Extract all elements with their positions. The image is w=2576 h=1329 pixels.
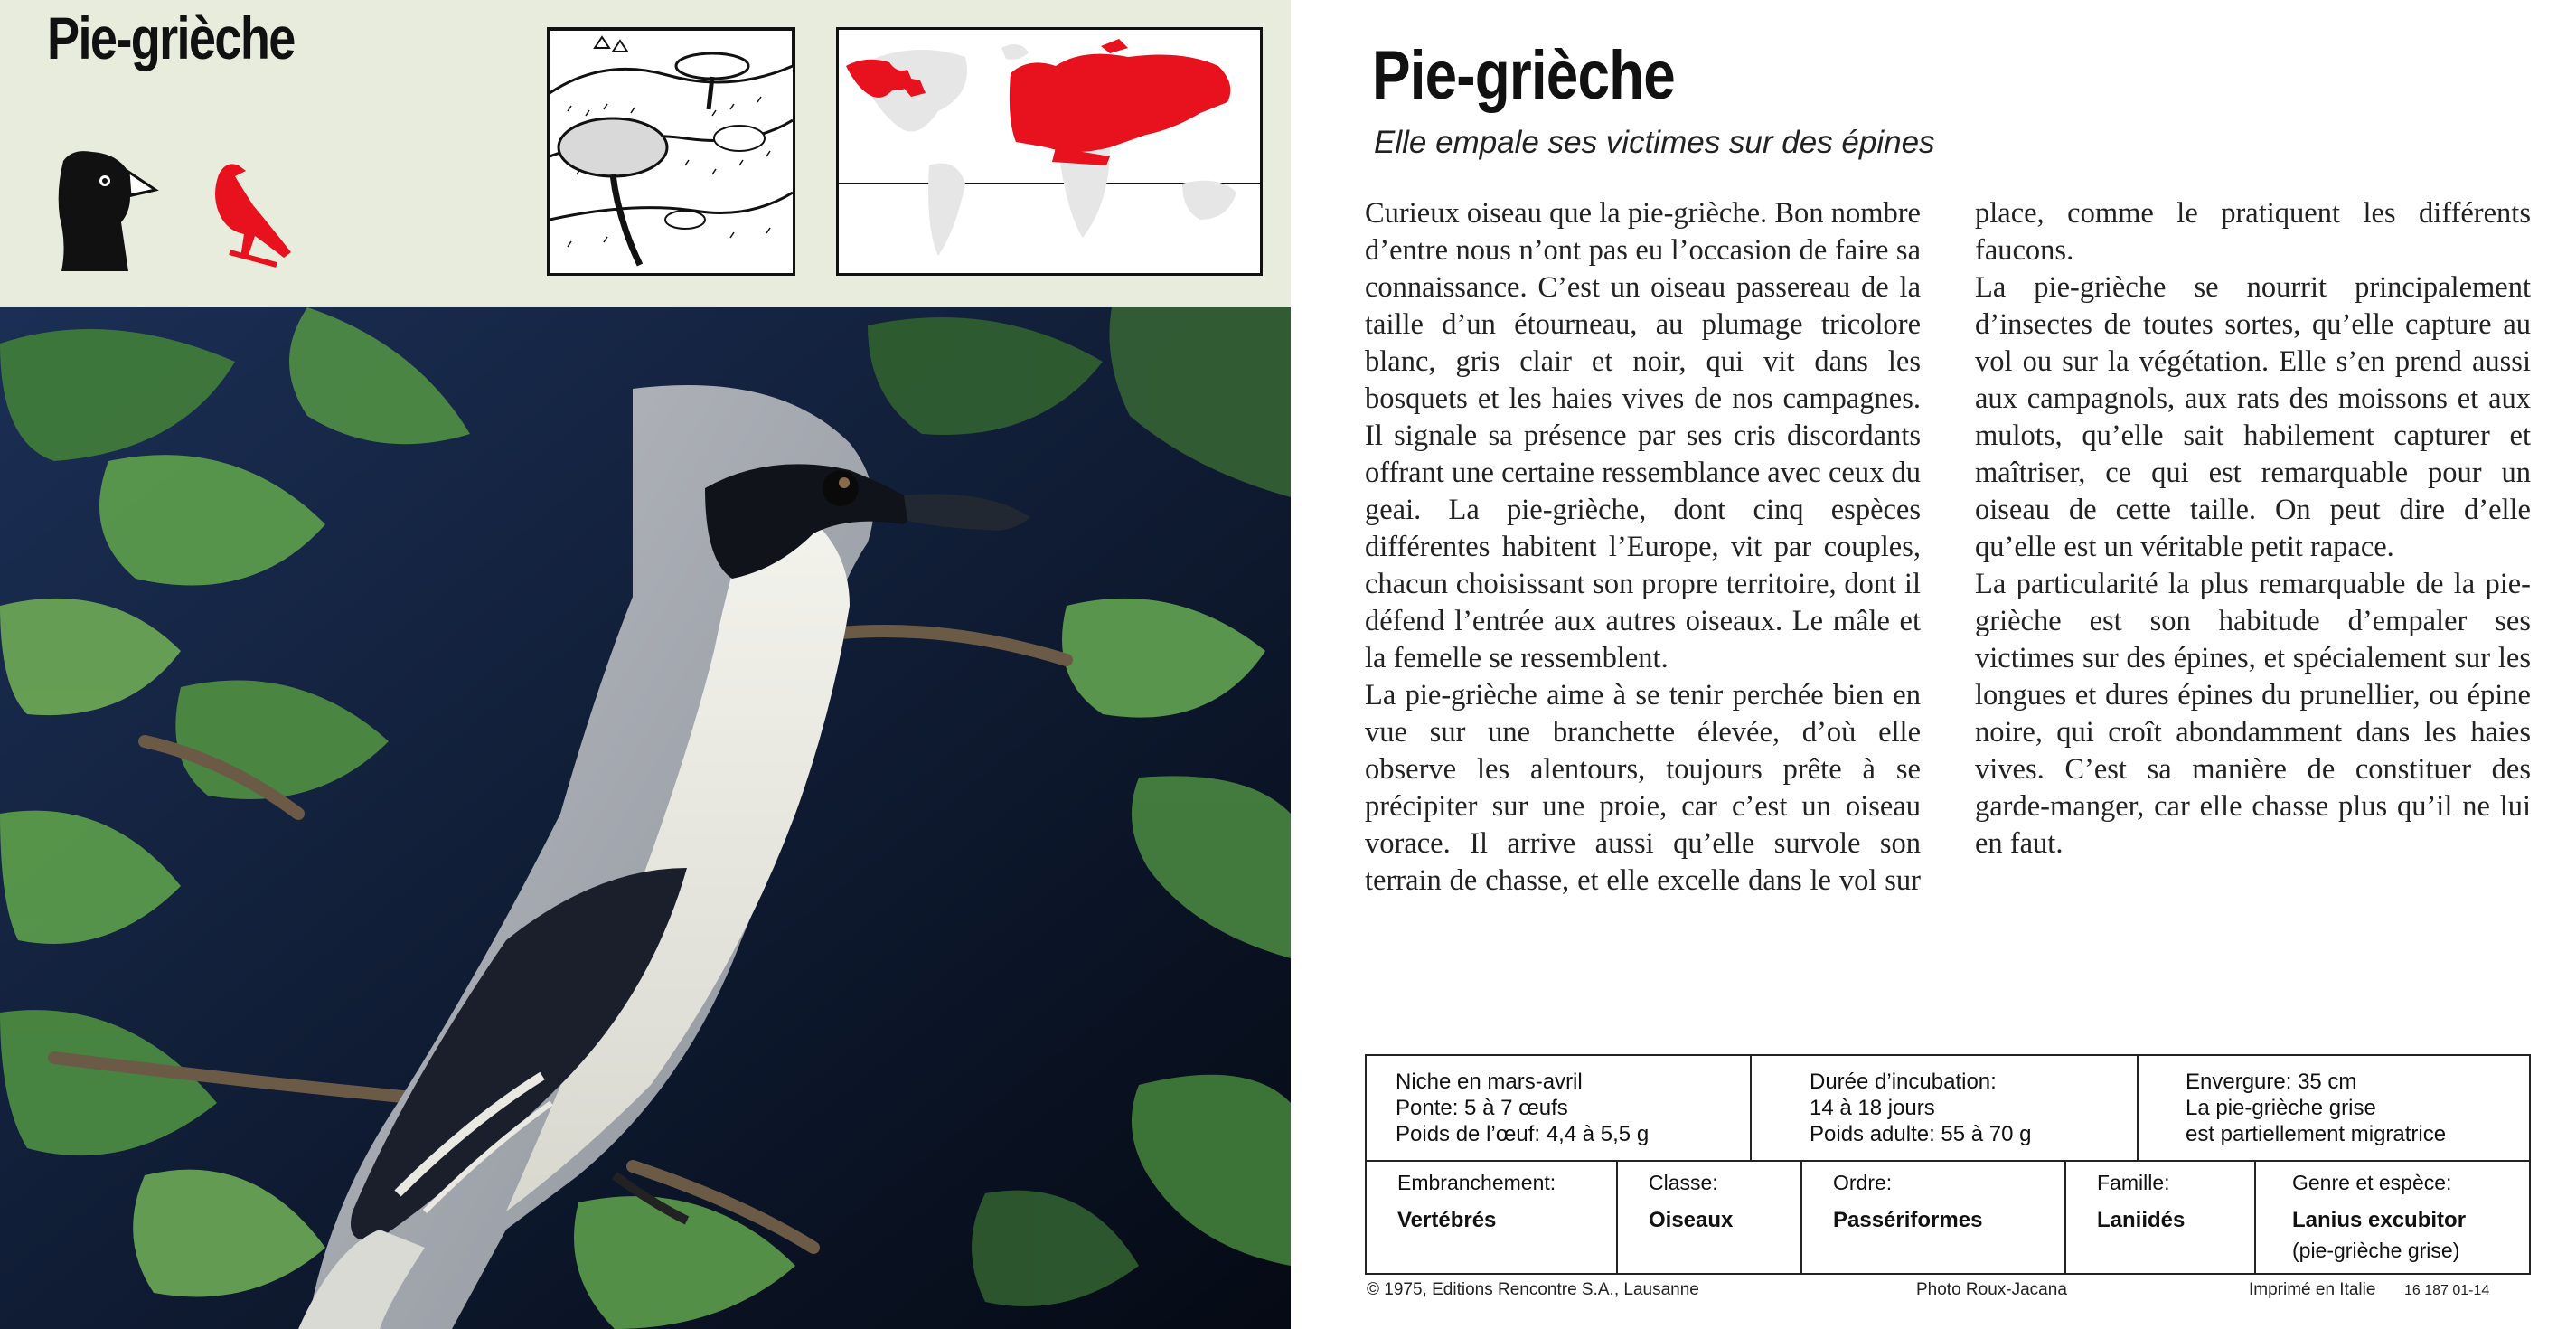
article-paragraph: La pie-grièche se nourrit principalement d’insectes de toutes sortes, qu’elle capture au vol ou sur la végétation. Elle s’en prend aussi aux campagnols, aux rats des moissons et aux mulots, qu’elle sait habilement capturer et maîtriser, ce qui est remarquable pour un oiseau de cette taille. On peut dire d’elle qu’elle est un véritable petit rapace.	[1975, 271, 2531, 563]
fact-line: est partiellement migratrice	[2186, 1122, 2447, 1146]
article-title: Pie-grièche	[1372, 37, 1675, 114]
article-subtitle: Elle empale ses victimes sur des épines	[1374, 125, 1935, 160]
photo-credit: Photo Roux-Jacana	[1916, 1280, 2067, 1299]
classification-value: Laniidés	[2097, 1208, 2186, 1232]
classification-label: Ordre:	[1833, 1171, 1893, 1194]
classification-value: Vertébrés	[1397, 1208, 1497, 1232]
fact-line: Envergure: 35 cm	[2186, 1070, 2357, 1094]
classification-ordre	[1800, 1160, 2064, 1273]
classification-famille	[2064, 1160, 2254, 1273]
classification-label: Genre et espèce:	[2292, 1171, 2452, 1194]
classification-label: Classe:	[1649, 1171, 1718, 1194]
distribution-map	[836, 27, 1263, 276]
nesting-facts-cell	[1367, 1056, 1750, 1160]
fact-line: La pie-grièche grise	[2186, 1096, 2376, 1120]
habitat-illustration	[547, 27, 795, 276]
classification-genre-espece	[2254, 1160, 2529, 1273]
fact-line: 14 à 18 jours	[1810, 1096, 1935, 1120]
facts-table	[1365, 1054, 2531, 1275]
classification-embranchement	[1367, 1160, 1616, 1273]
printed-in: Imprimé en Italie	[2249, 1280, 2376, 1299]
incubation-facts-cell	[1750, 1056, 2137, 1160]
classification-label: Famille:	[2097, 1171, 2170, 1194]
left-card-title: Pie-grièche	[47, 5, 295, 71]
article-paragraph: La pie-grièche aime à se tenir perchée bien en vue sur une branchette élevée, d’où elle observe les alentours, toujours prête à se précipiter sur une proie, car c’est un oiseau vorace. Il arrive aussi qu’elle survole son terrain de chasse, et elle excelle dans le vol sur place, comme le pratiquent les différents faucons.	[1365, 197, 2531, 897]
article-body	[1365, 195, 2531, 1018]
fact-line: Poids adulte: 55 à 70 g	[1810, 1122, 2032, 1146]
classification-value: Passériformes	[1833, 1208, 1983, 1232]
article-paragraph: La particularité la plus remarquable de la pie-grièche est son habitude d’empaler ses victimes sur des épines, et spécialement sur les longues et dures épines du prunellier, ou épine noire, qui croît abondamment dans les haies vives. C’est sa manière de constituer des garde-manger, car elle chasse plus qu’il ne lui en faut.	[1975, 568, 2531, 860]
fact-line: Ponte: 5 à 7 œufs	[1396, 1096, 1568, 1120]
article-paragraph: Curieux oiseau que la pie-grièche. Bon nombre d’entre nous n’ont pas eu l’occasion de faire sa connaissance. C’est un oiseau passereau de la taille d’un étourneau, au plumage tricolore blanc, gris clair et noir, qui vit dans les bosquets et les haies vives de nos campagnes. Il signale sa présence par ses cris discordants offrant une certaine ressemblance avec ceux du geai. La pie-grièche, dont cinq espèces différentes habitent l’Europe, vit par couples, chacun choisissant son propre territoire, dont il défend l’entrée aux autres oiseaux. Le mâle et la femelle se ressemblent.	[1365, 197, 1921, 674]
classification-row	[1367, 1160, 2529, 1273]
fact-line: Durée d’incubation:	[1810, 1070, 1997, 1094]
classification-label: Embranchement:	[1397, 1171, 1556, 1194]
bird-head-silhouette-icon	[54, 145, 163, 280]
fact-line: Poids de l’œuf: 4,4 à 5,5 g	[1396, 1122, 1650, 1146]
classification-value: Oiseaux	[1649, 1208, 1734, 1232]
classification-classe	[1616, 1160, 1800, 1273]
fact-line: Niche en mars-avril	[1396, 1070, 1583, 1094]
classification-common-name: (pie-grièche grise)	[2292, 1239, 2460, 1262]
classification-value: Lanius excubitor	[2292, 1208, 2467, 1232]
copyright-text: © 1975, Editions Rencontre S.A., Lausanne	[1367, 1280, 1699, 1299]
perched-bird-silhouette-icon	[199, 158, 298, 276]
facts-row	[1367, 1056, 2529, 1162]
shrike-photograph	[0, 307, 1291, 1329]
card-code: 16 187 01-14	[2404, 1283, 2490, 1298]
wingspan-facts-cell	[2137, 1056, 2529, 1160]
right-card	[1329, 0, 2576, 1329]
